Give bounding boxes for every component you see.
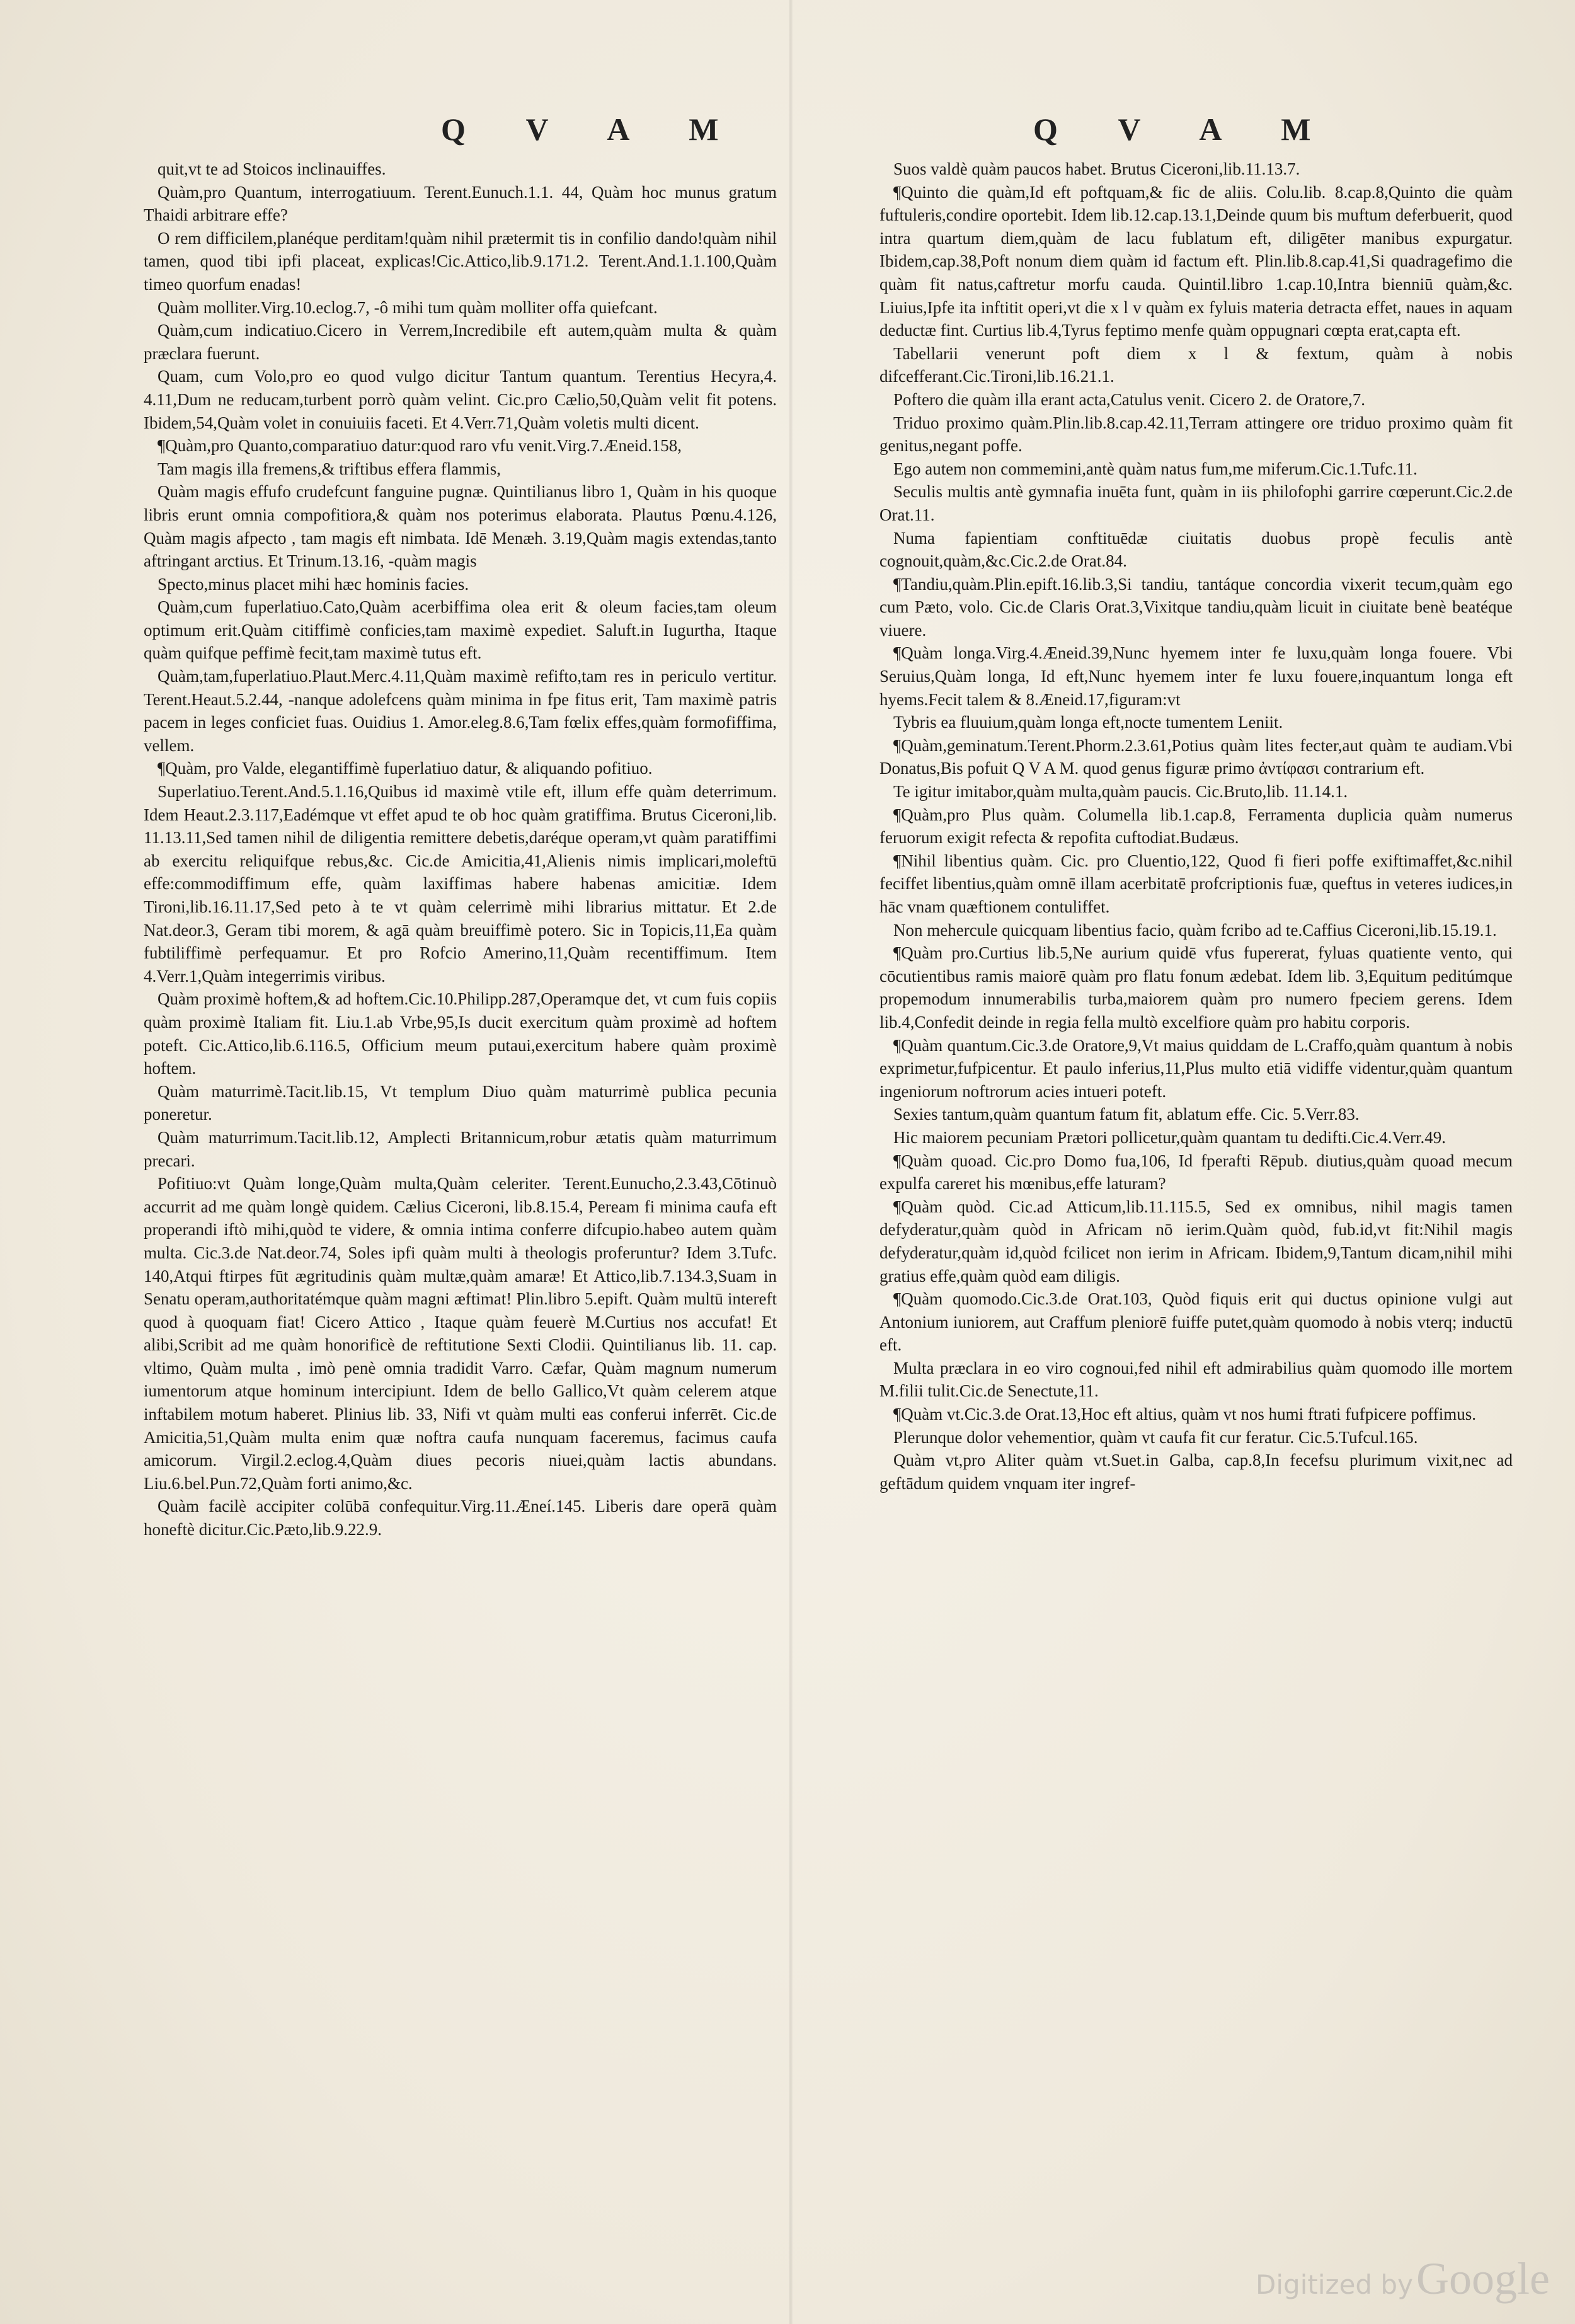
paragraph: Sexies tantum,quàm quantum fatum fit, ablatum effe. Cic. 5.Verr.83. xyxy=(893,1105,1360,1124)
paragraph: Quàm,pro Quantum, interrogatiuum. Terent.Eunuch.1.1. 44, Quàm hoc munus gratum Thaidi arbitrare effe? xyxy=(144,182,777,225)
paragraph: ¶Quàm,pro Plus quàm. Columella lib.1.cap.8, Ferramenta duplicia quàm numerus feruorum exigit refecta & repofita cuftodiat.Budæus. xyxy=(879,805,1513,848)
paragraph: ¶Quàm quoad. Cic.pro Domo fua,106, Id fperafti Rēpub. diutius,quàm quoad mecum expulfa careret his mœnibus,effe laturam? xyxy=(879,1151,1513,1194)
paragraph: Quàm,cum indicatiuo.Cicero in Verrem,Incredibile eft autem,quàm multa & quàm præclara fuerunt. xyxy=(144,321,777,363)
paragraph: Pofitiuo:vt Quàm longe,Quàm multa,Quàm celeriter. Terent.Eunucho,2.3.43,Cōtinuò accurrit ad me quàm longè quidem. Cælius Ciceroni, lib.8.15.4, Peream fi minima caufa eft properandi iftò mihi,quòd te videre, & omnia intima conferre difcupio.habeo autem quàm multa. Cic.3.de Nat.deor.74, Soles ipfi quàm multi à theologis proferuntur? Idem 3.Tufc. 140,Atqui ftirpes fūt ægritudinis quàm multæ,quàm amaræ! Et Attico,lib.7.134.3,Suam in Senatu operam,authoritatémque quàm magni æftimat! Plin.libro 5.epift. Quàm multū intereft quod à quoquam fiat! Cicero Attico , Itaque quàm feuerè M.Curtius nos accufat! Et alibi,Scribit ad me quàm honorificè de reftitutione Sexti Clodii. Quintilianus lib. 11. cap. vltimo, Quàm multa , imò penè omnia tradidit Varro. Cæfar, Quàm magnum numerum iumentorum atque hominum intercipiunt. Idem de bello Gallico,Vt quàm celerem atque inftabilem motum haberet. Plinius lib. 33, Nifi vt quàm multi eas conferui inferrēt. Cic.de Amicitia,51,Quàm multa enim quæ noftra caufa nunquam faceremus, facimus caufa amicorum. Virgil.2.eclog.4,Quàm diues pecoris niuei,quàm lactis abundans. Liu.6.bel.Pun.72,Quàm forti animo,&c. xyxy=(144,1174,777,1493)
paragraph: Quàm magis effufo crudefcunt fanguine pugnæ. Quintilianus libro 1, Quàm in his quoque libris erunt omnia compofitiora,& quàm nos poterimus elaborata. Plautus Pœnu.4.126, Quàm magis afpecto , tam magis eft nimbata. Idē Menæh. 3.19,Quàm magis extendas,tanto aftringant arctius. Et Trinum.13.16, -quàm magis xyxy=(144,482,777,571)
paragraph: ¶Tandiu,quàm.Plin.epift.16.lib.3,Si tandiu, tantáque concordia vixerit tecum,quàm ego cum Pæto, volo. Cic.de Claris Orat.3,Vixitque tandiu,quàm licuit in ciuitate benè beatéque viuere. xyxy=(879,574,1513,640)
paragraph: ¶Quinto die quàm,Id eft poftquam,& fic de aliis. Colu.lib. 8.cap.8,Quinto die quàm fuftuleris,condire oportebit. Idem lib.12.cap.13.1,Deinde quum bis muftum deferbuerit, quod intra quartum diem,quàm de lacu fublatum eft, diligēter manibus expurgatur. Ibidem,cap.38,Poft nonum diem quàm id factum eft. Plin.lib.8.cap.41,Si quadragefimo die quàm fit natus,caftretur morfu cauda. Quintil.libro 1.cap.10,Intra bienniū quàm,&c. Liuius,Ipfe ita inftitit operi,vt die x l v quàm ex fyluis materia detracta effet, naues in aquam deductæ fint. Curtius lib.4,Tyrus feptimo menfe quàm oppugnari cœpta erat,capta eft. xyxy=(879,182,1513,340)
paragraph: Triduo proximo quàm.Plin.lib.8.cap.42.11,Terram attingere ore triduo proximo quàm fit genitus,negant poffe. xyxy=(879,413,1513,456)
paragraph: Specto,minus placet mihi hæc hominis facies. xyxy=(158,574,469,594)
left-text-column xyxy=(144,158,777,2262)
paragraph: ¶Quàm,pro Quanto,comparatiuo datur:quod raro vfu venit.Virg.7.Æneid.158, xyxy=(158,436,682,456)
paragraph: ¶Quàm quantum.Cic.3.de Oratore,9,Vt maius quiddam de L.Craffo,quàm quantum à nobis exprimetur,fufpicentur. Et paulo inferius,11,Plus multo etiā vidiffe videntur,quàm quantum ingeniorum noftrorum acies intueri poteft. xyxy=(879,1035,1513,1101)
paragraph: Quàm maturrimum.Tacit.lib.12, Amplecti Britannicum,robur ætatis quàm maturrimum precari. xyxy=(144,1127,777,1170)
paragraph: Superlatiuo.Terent.And.5.1.16,Quibus id maximè vtile eft, illum effe quàm deterrimum. Idem Heaut.2.3.117,Eadémque vt effet apud te ob hoc quàm gratiffima. Brutus Ciceroni,lib. 11.13.11,Sed tamen nihil de diligentia remittere debetis,daréque operam,vt quàm paratiffimi ab exercitu reliquifque rebus,&c. Cic.de Amicitia,41,Alienis nimis implicari,moleftū effe:commodiffimum effe, quàm laxiffimas habere habenas amicitiæ. Idem Tironi,lib.16.11.17,Sed peto à te vt quàm celerrimè mihi librarius mittatur. Et 2.de Nat.deor.3, Geram tibi morem, & agā quàm breuiffimè potero. Sic in Topicis,11,Ea quàm fubtiliffimè perfequamur. Et pro Rofcio Amerino,11,Quàm recentiffimum. Item 4.Verr.1,Quàm integerrimis viribus. xyxy=(144,782,777,986)
paragraph: Numa fapientiam conftituēdæ ciuitatis duobus propè feculis antè cognouit,quàm,&c.Cic.2.de Orat.84. xyxy=(879,528,1513,571)
page-fold-shadow xyxy=(789,0,793,2324)
paragraph: Quàm,cum fuperlatiuo.Cato,Quàm acerbiffima olea erit & oleum facies,tam oleum optimum erit.Quàm citiffimè conficies,tam maximè expediet. Saluft.in Iugurtha, Itaque quàm quifque peffimè fecit,tam maximè tutus eft. xyxy=(144,597,777,663)
paragraph: Plerunque dolor vehementior, quàm vt caufa fit cur feratur. Cic.5.Tufcul.165. xyxy=(893,1427,1418,1447)
paragraph: Ego autem non commemini,antè quàm natus fum,me miferum.Cic.1.Tufc.11. xyxy=(893,459,1418,478)
right-text-column xyxy=(879,158,1513,2262)
paragraph: Quàm,tam,fuperlatiuo.Plaut.Merc.4.11,Quàm maximè refifto,tam res in periculo vertitur. Terent.Heaut.5.2.44, -nanque adolefcens quàm minima in fpe fitus erit, Tam maximè patris pacem in leges conficiet fuas. Ouidius 1. Amor.eleg.8.6,Tam fœlix effes,quàm formofiffima, vellem. xyxy=(144,667,777,755)
paragraph: ¶Quàm longa.Virg.4.Æneid.39,Nunc hyemem inter fe luxu,quàm longa fouere. Vbi Seruius,Quàm longa, Id eft,Nunc hyemem inter fe luxu fouere,inquantum longa eft hyems.Fecit talem & 8.Æneid.17,figuram:vt xyxy=(879,643,1513,709)
paragraph: Quàm vt,pro Aliter quàm vt.Suet.in Galba, cap.8,In fecefsu plurimum vixit,nec ad geftādum quidem vnquam iter ingref- xyxy=(879,1451,1513,1493)
paragraph: Tabellarii venerunt poft diem x l & fextum, quàm à nobis difcefferant.Cic.Tironi,lib.16.21.1. xyxy=(879,343,1513,386)
paragraph: Suos valdè quàm paucos habet. Brutus Ciceroni,lib.11.13.7. xyxy=(893,159,1300,178)
paragraph: Te igitur imitabor,quàm multa,quàm paucis. Cic.Bruto,lib. 11.14.1. xyxy=(893,782,1348,802)
running-header-left: Q V A M xyxy=(441,112,745,147)
paragraph: Seculis multis antè gymnafia inuēta funt, quàm in iis philofophi garrire cœperunt.Cic.2.de Orat.11. xyxy=(879,482,1513,524)
paragraph: ¶Quàm pro.Curtius lib.5,Ne aurium quidē vfus fupererat, fyluas quatiente vento, qui cōcutientibus ramis maiorē quàm pro flatu fonum ædebat. Idem lib. 3,Equitum peditúmque propemodum innumerabilis turba,maiorem quàm pro numero fpeciem gerens. Idem lib.4,Confedit deinde in regia fella multò excelfiore quàm pro habitu corporis. xyxy=(879,943,1513,1032)
paragraph: Quàm proximè hoftem,& ad hoftem.Cic.10.Philipp.287,Operamque det, vt cum fuis copiis quàm proximè Italiam fit. Liu.1.ab Vrbe,95,Is ducit exercitum quàm proximè ad hoftem poteft. Cic.Attico,lib.6.116.5, Officium meum putaui,exercitum habere quàm proximè hoftem. xyxy=(144,989,777,1078)
google-logo-text: Google xyxy=(1416,2253,1550,2304)
paragraph: ¶Quàm quomodo.Cic.3.de Orat.103, Quòd fiquis erit qui ductus opinione vulgi aut Antonium iuniorem, aut Craffum pleniorē fuiffe putet,quàm quomodo à nobis vterq; inductū eft. xyxy=(879,1289,1513,1355)
paragraph: ¶Quàm,geminatum.Terent.Phorm.2.3.61,Potius quàm lites fecter,aut quàm te audiam.Vbi Donatus,Bis pofuit Q V A M. quod genus figuræ primo ἀντίφασι contrarium eft. xyxy=(879,735,1513,778)
paragraph: Non mehercule quicquam libentius facio, quàm fcribo ad te.Caffius Ciceroni,lib.15.19.1. xyxy=(893,920,1497,940)
paragraph: O rem difficilem,planéque perditam!quàm nihil prætermit tis in confilio dando!quàm nihil tamen, quod tibi ipfi placeat, explicas!Cic.Attico,lib.9.171.2. Terent.And.1.1.100,Quàm timeo quorfum enadas! xyxy=(144,228,777,294)
digitized-watermark xyxy=(1256,2253,1550,2305)
paragraph: Tam magis illa fremens,& triftibus effera flammis, xyxy=(158,459,501,478)
paragraph: ¶Nihil libentius quàm. Cic. pro Cluentio,122, Quod fi fieri poffe exiftimaffet,&c.nihil feciffet libentius,quàm omnē illam acerbitatē profcriptionis fuæ, queftus in veteres iudices,in hāc vnam quæftionem contuliffet. xyxy=(879,851,1513,916)
running-header-right: Q V A M xyxy=(1033,112,1337,147)
paragraph: Tybris ea fluuium,quàm longa eft,nocte tumentem Leniit. xyxy=(893,713,1283,732)
paragraph: Quàm facilè accipiter colūbā confequitur.Virg.11.Æneí.145. Liberis dare operā quàm honeftè dicitur.Cic.Pæto,lib.9.22.9. xyxy=(144,1497,777,1539)
paragraph: Quàm molliter.Virg.10.eclog.7, -ô mihi tum quàm molliter offa quiefcant. xyxy=(158,297,658,317)
paragraph: Poftero die quàm illa erant acta,Catulus venit. Cicero 2. de Oratore,7. xyxy=(893,389,1365,409)
paragraph: Quam, cum Volo,pro eo quod vulgo dicitur Tantum quantum. Terentius Hecyra,4. 4.11,Dum ne reducam,turbent porrò quàm velint. Cic.pro Cælio,50,Quàm velit fit potens. Ibidem,54,Quàm volet in conuiuiis faceti. Et 4.Verr.71,Quàm voletis multi dicent. xyxy=(144,367,777,432)
paragraph: Quàm maturrimè.Tacit.lib.15, Vt templum Diuo quàm maturrimè publica pecunia poneretur. xyxy=(144,1081,777,1124)
paragraph: quit,vt te ad Stoicos inclinauiffes. xyxy=(158,159,386,178)
paragraph: ¶Quàm, pro Valde, elegantiffimè fuperlatiuo datur, & aliquando pofitiuo. xyxy=(158,759,653,778)
paragraph: Multa præclara in eo viro cognoui,fed nihil eft admirabilius quàm quomodo ille mortem M.filii tulit.Cic.de Senectute,11. xyxy=(879,1358,1513,1401)
watermark-prefix: Digitized by xyxy=(1256,2269,1413,2300)
paragraph: Hic maiorem pecuniam Prætori pollicetur,quàm quantam tu dedifti.Cic.4.Verr.49. xyxy=(893,1127,1446,1147)
paragraph: ¶Quàm quòd. Cic.ad Atticum,lib.11.115.5, Sed ex omnibus, nihil magis tamen defyderatur,quàm quòd in Africam nō ierim.Quàm quòd, fub.id,vt fit:Nihil magis defyderatur,quàm id,quòd fcilicet non ierim in Africam. Ibidem,9,Tantum dicam,nihil mihi gratius effe,quàm quòd eam diligis. xyxy=(879,1197,1513,1286)
paragraph: ¶Quàm vt.Cic.3.de Orat.13,Hoc eft altius, quàm vt nos humi ftrati fufpicere poffimus. xyxy=(893,1405,1477,1424)
